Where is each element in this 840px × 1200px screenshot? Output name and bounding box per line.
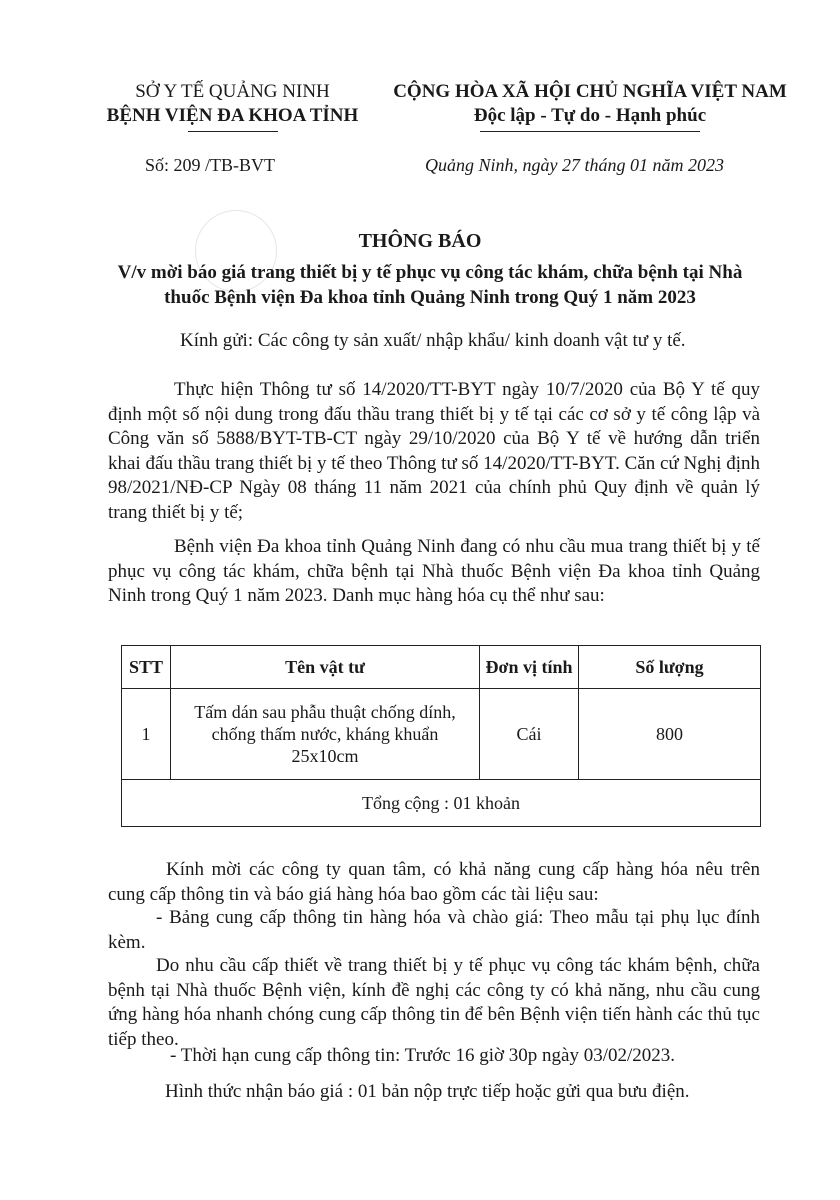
paragraph-deadline: - Thời hạn cung cấp thông tin: Trước 16 giờ 30p ngày 03/02/2023. (170, 1045, 676, 1066)
paragraph-need: Bệnh viện Đa khoa tỉnh Quảng Ninh đang có nhu cầu mua trang thiết bị y tế phục vụ công tác khám, chữa bệnh tại Nhà thuốc Bệnh viện Đa khoa tỉnh Quảng Ninh trong Quý 1 năm 2023. Danh mục hàng hóa cụ thể như sau: (108, 536, 760, 606)
document-date: Quảng Ninh, ngày 27 tháng 01 năm 2023 (425, 155, 724, 175)
cell-stt: 1 (122, 689, 171, 780)
issuer-underline (188, 131, 278, 132)
header-unit: Đơn vị tính (480, 646, 579, 689)
recipient-line: Kính gửi: Các công ty sản xuất/ nhập khẩu/ kinh doanh vật tư y tế. (180, 330, 686, 351)
issuer-department: SỞ Y TẾ QUẢNG NINH (135, 81, 330, 102)
cell-quantity: 800 (579, 689, 761, 780)
issuer-hospital: BỆNH VIỆN ĐA KHOA TỈNH (106, 105, 359, 126)
paragraph-submission: Hình thức nhận báo giá : 01 bản nộp trực tiếp hoặc gửi qua bưu điện. (165, 1081, 690, 1102)
issuer-header (100, 80, 365, 132)
header-item-name: Tên vật tư (171, 646, 480, 689)
national-motto: Độc lập - Tự do - Hạnh phúc (473, 105, 707, 126)
document-title: THÔNG BÁO (358, 230, 482, 252)
cell-total: Tổng cộng : 01 khoản (122, 780, 761, 827)
header-stt: STT (122, 646, 171, 689)
cell-unit: Cái (480, 689, 579, 780)
items-table (121, 645, 761, 827)
table-header-row (122, 646, 761, 689)
table-row (122, 689, 761, 780)
national-title: CỘNG HÒA XÃ HỘI CHỦ NGHĨA VIỆT NAM (393, 81, 787, 102)
national-header (380, 80, 800, 132)
motto-underline (480, 131, 700, 132)
paragraph-requirement: - Bảng cung cấp thông tin hàng hóa và chào giá: Theo mẫu tại phụ lục đính kèm. (108, 907, 760, 953)
document-subject: V/v mời báo giá trang thiết bị y tế phục vụ công tác khám, chữa bệnh tại Nhà thuốc Bệnh viện Đa khoa tỉnh Quảng Ninh trong Quý 1 năm 2023 (117, 262, 743, 308)
paragraph-legal-basis: Thực hiện Thông tư số 14/2020/TT-BYT ngày 10/7/2020 của Bộ Y tế quy định một số nội dung trong đấu thầu trang thiết bị y tế tại các cơ sở y tế công lập và Công văn số 5888/BYT-TB-CT ngày 29/10/2020 của Bộ Y tế về hướng dẫn triển khai đấu thầu trang thiết bị y tế theo Thông tư số 14/2020/TT-BYT. Căn cứ Nghị định 98/2021/NĐ-CP Ngày 08 tháng 11 năm 2021 của chính phủ Quy định về quản lý trang thiết bị y tế; (108, 379, 760, 523)
paragraph-invitation: Kính mời các công ty quan tâm, có khả năng cung cấp hàng hóa nêu trên cung cấp thông tin và báo giá hàng hóa bao gồm các tài liệu sau: (108, 859, 760, 905)
header-quantity: Số lượng (579, 646, 761, 689)
table-total-row (122, 780, 761, 827)
document-number: Số: 209 /TB-BVT (145, 155, 276, 175)
paragraph-urgency: Do nhu cầu cấp thiết về trang thiết bị y tế phục vụ công tác khám bệnh, chữa bệnh tại Nhà thuốc Bệnh viện, kính đề nghị các công ty có khả năng, nhu cầu cung ứng hàng hóa nhanh chóng cung cấp thông tin để bên Bệnh viện tiến hành các thủ tục tiếp theo. (108, 955, 760, 1050)
cell-item-name: Tấm dán sau phẫu thuật chống dính, chống thấm nước, kháng khuẩn 25x10cm (171, 689, 480, 780)
